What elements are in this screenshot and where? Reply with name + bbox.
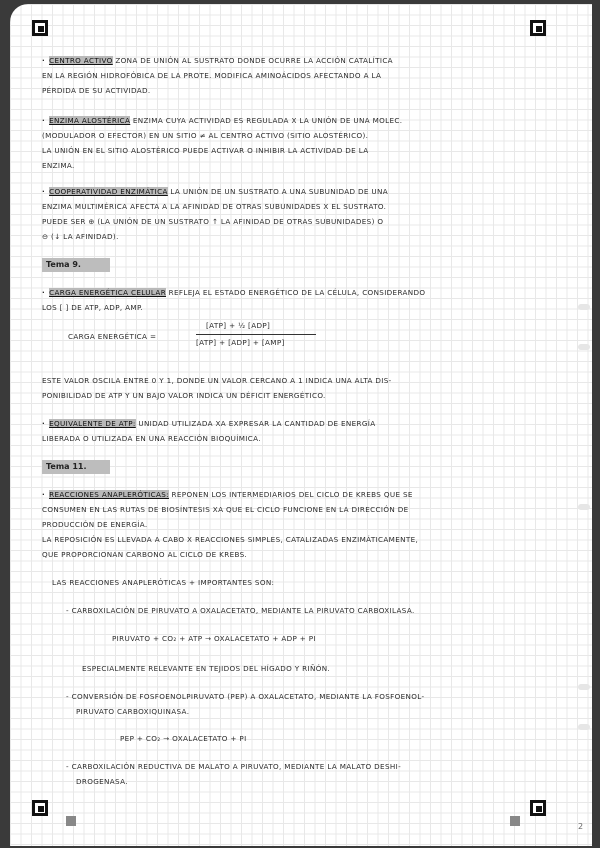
rail-marker-icon xyxy=(578,504,590,510)
page-number: 2 xyxy=(578,822,584,831)
gray-square-icon xyxy=(510,816,520,826)
section-header-tema-9: Tema 9. xyxy=(42,258,110,272)
note-line: PÉRDIDA DE SU ACTIVIDAD. xyxy=(42,86,151,95)
rail-marker-icon xyxy=(578,684,590,690)
rail-marker-icon xyxy=(578,724,590,730)
note-line: CONSUMEN EN LAS RUTAS DE BIOSÍNTESIS XA QUE EL CICLO FUNCIONE EN LA DIRECCIÓN DE xyxy=(42,505,409,514)
rail-marker-icon xyxy=(578,344,590,350)
corner-marker-icon xyxy=(530,20,546,36)
list-item: - CARBOXILACIÓN REDUCTIVA DE MALATO A PIRUVATO, MEDIANTE LA MALATO DESHI- xyxy=(66,762,402,771)
note-line: DROGENASA. xyxy=(76,777,128,786)
list-item: - CARBOXILACIÓN DE PIRUVATO A OXALACETATO, MEDIANTE LA PIRUVATO CARBOXILASA. xyxy=(66,606,415,615)
note-centro-activo xyxy=(42,56,393,65)
term-highlight: ENZIMA ALOSTÉRICA xyxy=(49,116,131,125)
rail-marker-icon xyxy=(578,304,590,310)
note-line: PRODUCCIÓN DE ENERGÍA. xyxy=(42,520,148,529)
note-line: LOS [ ] DE ATP, ADP, AMP. xyxy=(42,303,144,312)
note-line: PUEDE SER ⊕ (LA UNIÓN DE UN SUSTRATO ↑ LA AFINIDAD DE OTRAS SUBUNIDADES) O xyxy=(42,217,384,226)
corner-marker-icon xyxy=(32,20,48,36)
note-text: LA UNIÓN DE UN SUSTRATO A UNA SUBUNIDAD DE UNA xyxy=(167,187,389,196)
formula-numerator: [ATP] + ½ [ADP] xyxy=(206,321,271,330)
gray-square-icon xyxy=(66,816,76,826)
note-text: REPONEN LOS INTERMEDIARIOS DEL CICLO DE KREBS QUE SE xyxy=(168,490,413,499)
note-line: ESTE VALOR OSCILA ENTRE 0 Y 1, DONDE UN VALOR CERCANO A 1 INDICA UNA ALTA DIS- xyxy=(42,376,392,385)
section-header-tema-11: Tema 11. xyxy=(42,460,110,474)
term-highlight: EQUIVALENTE DE ATP: xyxy=(49,419,136,428)
note-text: REFLEJA EL ESTADO ENERGÉTICO DE LA CÉLULA, CONSIDERANDO xyxy=(166,288,426,297)
note-line: ENZIMA MULTIMÉRICA AFECTA A LA AFINIDAD DE OTRAS SUBUNIDADES X EL SUSTRATO. xyxy=(42,202,387,211)
note-line: PONIBILIDAD DE ATP Y UN BAJO VALOR INDICA UN DÉFICIT ENERGÉTICO. xyxy=(42,391,326,400)
term-highlight: COOPERATIVIDAD ENZIMÁTICA xyxy=(49,187,168,196)
term-highlight: REACCIONES ANAPLERÓTICAS: xyxy=(49,490,169,499)
list-item: - CONVERSIÓN DE FOSFOENOLPIRUVATO (PEP) A OXALACETATO, MEDIANTE LA FOSFOENOL- xyxy=(66,692,425,701)
note-line: EN LA REGIÓN HIDROFÓBICA DE LA PROTE. MODIFICA AMINOÁCIDOS AFECTANDO A LA xyxy=(42,71,382,80)
note-reacciones-anapleroticas xyxy=(42,490,413,499)
note-line: QUE PROPORCIONAN CARBONO AL CICLO DE KREBS. xyxy=(42,550,248,559)
note-equivalente-atp xyxy=(42,419,376,428)
note-line: ENZIMA. xyxy=(42,161,75,170)
note-enzima-alosterica xyxy=(42,116,402,125)
note-line: ESPECIALMENTE RELEVANTE EN TEJIDOS DEL HÍGADO Y RIÑÓN. xyxy=(82,664,331,673)
note-text: ENZIMA CUYA ACTIVIDAD ES REGULADA X LA UNIÓN DE UNA MOLEC. xyxy=(130,116,403,125)
note-text: UNIDAD UTILIZADA XA EXPRESAR LA CANTIDAD DE ENERGÍA xyxy=(135,419,376,428)
note-line: LAS REACCIONES ANAPLERÓTICAS + IMPORTANTES SON: xyxy=(52,578,275,587)
note-text: ZONA DE UNIÓN AL SUSTRATO DONDE OCURRE LA ACCIÓN CATALÍTICA xyxy=(112,56,393,65)
note-line: LIBERADA O UTILIZADA EN UNA REACCIÓN BIOQUÍMICA. xyxy=(42,434,261,443)
notebook-page xyxy=(10,4,592,846)
note-cooperatividad xyxy=(42,187,388,196)
note-line: LA UNIÓN EN EL SITIO ALOSTÉRICO PUEDE ACTIVAR O INHIBIR LA ACTIVIDAD DE LA xyxy=(42,146,369,155)
note-line: PIRUVATO CARBOXIQUINASA. xyxy=(76,707,190,716)
corner-marker-icon xyxy=(530,800,546,816)
reaction-equation: PIRUVATO + CO₂ + ATP → OXALACETATO + ADP + PI xyxy=(112,634,316,643)
note-line: LA REPOSICIÓN ES LLEVADA A CABO X REACCIONES SIMPLES, CATALIZADAS ENZIMÁTICAMENTE, xyxy=(42,535,419,544)
note-line: ⊖ (↓ LA AFINIDAD). xyxy=(42,232,119,241)
fraction-bar xyxy=(196,334,316,335)
formula-denominator: [ATP] + [ADP] + [AMP] xyxy=(196,338,285,347)
corner-marker-icon xyxy=(32,800,48,816)
term-highlight: CARGA ENERGÉTICA CELULAR xyxy=(49,288,167,297)
reaction-equation: PEP + CO₂ → OXALACETATO + PI xyxy=(120,734,247,743)
term-highlight: CENTRO ACTIVO xyxy=(49,56,113,65)
formula-label: CARGA ENERGÉTICA = xyxy=(68,332,157,341)
note-line: (MODULADOR O EFECTOR) EN UN SITIO ≠ AL CENTRO ACTIVO (SITIO ALOSTÉRICO). xyxy=(42,131,369,140)
note-carga-energetica xyxy=(42,288,425,297)
